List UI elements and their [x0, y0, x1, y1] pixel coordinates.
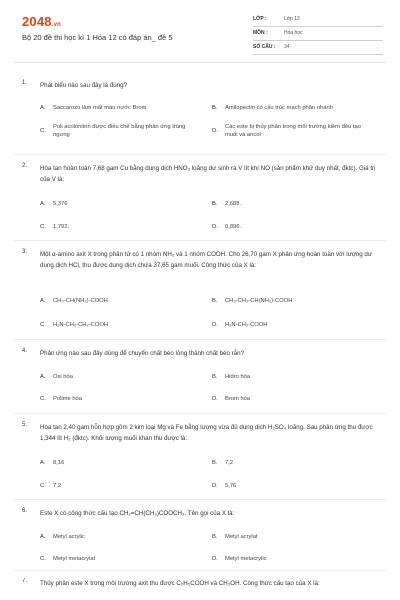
meta-value: 34 [284, 44, 290, 50]
option-label: A. [40, 298, 46, 304]
option-label: B. [212, 534, 218, 540]
question-divider [14, 570, 386, 571]
question-text: Hòa tan 2,40 gam hỗn hợp gồm 2 kim loại Mg và Fe bằng lượng vừa đủ dung dịch H₂SO₄ loãng. Sau phản ứng thu được 1,344 lít H₂ (đktc). Khối lượng muối khan thu được là: [40, 424, 373, 442]
option-label: B. [212, 374, 218, 380]
meta-value: Hóa học [284, 30, 303, 36]
option-label: D. [212, 224, 218, 230]
question-divider [14, 413, 386, 414]
meta-row-question-count [253, 42, 383, 55]
option-label: A. [40, 374, 46, 380]
option-label: C. [40, 322, 46, 328]
question-text: Hòa tan hoàn toàn 7,68 gam Cu bằng dung dịch HNO₃ loãng dư sinh ra V lít khí NO (sản phẩm khử duy nhất, đktc). Giá trị của V là: [40, 165, 376, 183]
option-text: Hidro hóa [225, 374, 251, 380]
option-text: Oxi hóa [53, 374, 73, 380]
option-label: C. [40, 396, 46, 402]
header-divider [14, 62, 386, 63]
question-number: 3. [22, 249, 28, 255]
option-text: 1,792. [53, 224, 70, 230]
question-text: Este X có công thức cấu tạo CH₂=CH(CH₃)COOCH₃. Tên gọi của X là: [40, 510, 235, 517]
document-meta [253, 14, 383, 56]
option-text: 2,688. [225, 201, 242, 207]
question-number: 5. [22, 422, 28, 428]
option-text: 8,16 [53, 460, 65, 466]
option-text: Brom hóa [225, 396, 251, 402]
meta-key: LỚP : [253, 16, 267, 22]
option-label: A. [40, 201, 46, 207]
option-text: CH₃-CH₂-CH(NH₂)-COOH [225, 298, 293, 304]
logo-suffix: .vn [51, 22, 62, 28]
option-text: Saccarozo làm mất màu nước Brom [53, 105, 147, 111]
question-divider [14, 339, 386, 340]
option-label: C. [40, 483, 46, 489]
option-label: B. [212, 201, 218, 207]
option-label: C. [40, 128, 46, 134]
meta-key: SỐ CÂU : [253, 44, 276, 50]
meta-row-class [253, 14, 383, 27]
logo-main: 2048 [22, 14, 52, 29]
question-divider [14, 240, 386, 241]
question-number: 1. [22, 80, 28, 86]
option-text: Metyl acrylic [53, 534, 85, 540]
option-label: C. [40, 224, 46, 230]
option-label: D. [212, 322, 218, 328]
question-text: Thủy phân este X trong môi trường axit thu được C₂H₅COOH và CH₃OH. Công thức cấu tạo của X là: [40, 580, 320, 587]
option-label: B. [212, 460, 218, 466]
option-label: B. [212, 298, 218, 304]
site-logo[interactable] [22, 14, 61, 29]
option-text: Metyl acrylat [225, 534, 258, 540]
option-text: 5,76 [225, 483, 237, 489]
option-text: Các este bị thủy phân trong môi trường kiềm đều tạo muối và ancol [225, 124, 361, 138]
question-divider [14, 499, 386, 500]
option-label: A. [40, 460, 46, 466]
option-text: Metyl metacrylat [53, 556, 96, 562]
option-text: Poli acrilonitrin được điều chế bằng phản ứng trùng ngưng [53, 124, 186, 138]
option-text: Metyl metacrylic [225, 556, 267, 562]
question-divider [14, 154, 386, 155]
option-label: A. [40, 534, 46, 540]
option-label: C. [40, 556, 46, 562]
option-label: A. [40, 105, 46, 111]
option-text: 5,376 [53, 201, 68, 207]
question-text: Phát biểu nào sau đây là đúng? [40, 82, 128, 89]
document-title: Bộ 20 đề thi học kì 1 Hóa 12 có đáp án_ đề 5 [22, 33, 173, 42]
option-text: CH₃-CH(NH₂)-COOH [53, 298, 108, 304]
question-text: Phản ứng nào sau đây dùng để chuyển chất béo lỏng thành chất béo rắn? [40, 350, 245, 357]
option-text: 0,896. [225, 224, 242, 230]
option-text: H₂N-CH₂-CH₂-COOH [53, 322, 109, 328]
option-text: 7,2 [225, 460, 234, 466]
question-number: 2. [22, 163, 28, 169]
meta-key: MÔN : [253, 30, 268, 36]
option-label: D. [212, 556, 218, 562]
option-text: Amilopectin có cấu trúc mạch phân nhánh [225, 105, 333, 111]
option-label: B. [212, 105, 218, 111]
question-number: 4. [22, 348, 28, 354]
question-number: 6. [22, 508, 28, 514]
question-number: 7. [22, 578, 28, 584]
meta-value: Lớp 12 [284, 16, 300, 22]
page-header [0, 0, 400, 60]
option-text: Polime hóa [53, 396, 83, 402]
option-label: D. [212, 483, 218, 489]
question-7 [0, 578, 400, 600]
question-text: Một α-amino axit X trong phân tử có 1 nhóm NH₂ và 1 nhóm COOH. Cho 26,70 gam X phản ứng hoàn toàn với lượng dư dung dịch HCl, thu được dung dịch chứa 37,65 gam muối. Công thức của X là: [40, 251, 372, 269]
option-text: H₂N-CH₂-COOH [225, 322, 268, 328]
option-label: D. [212, 396, 218, 402]
option-text: 7,2 [53, 483, 62, 489]
meta-row-subject [253, 28, 383, 41]
option-label: D. [212, 128, 218, 134]
